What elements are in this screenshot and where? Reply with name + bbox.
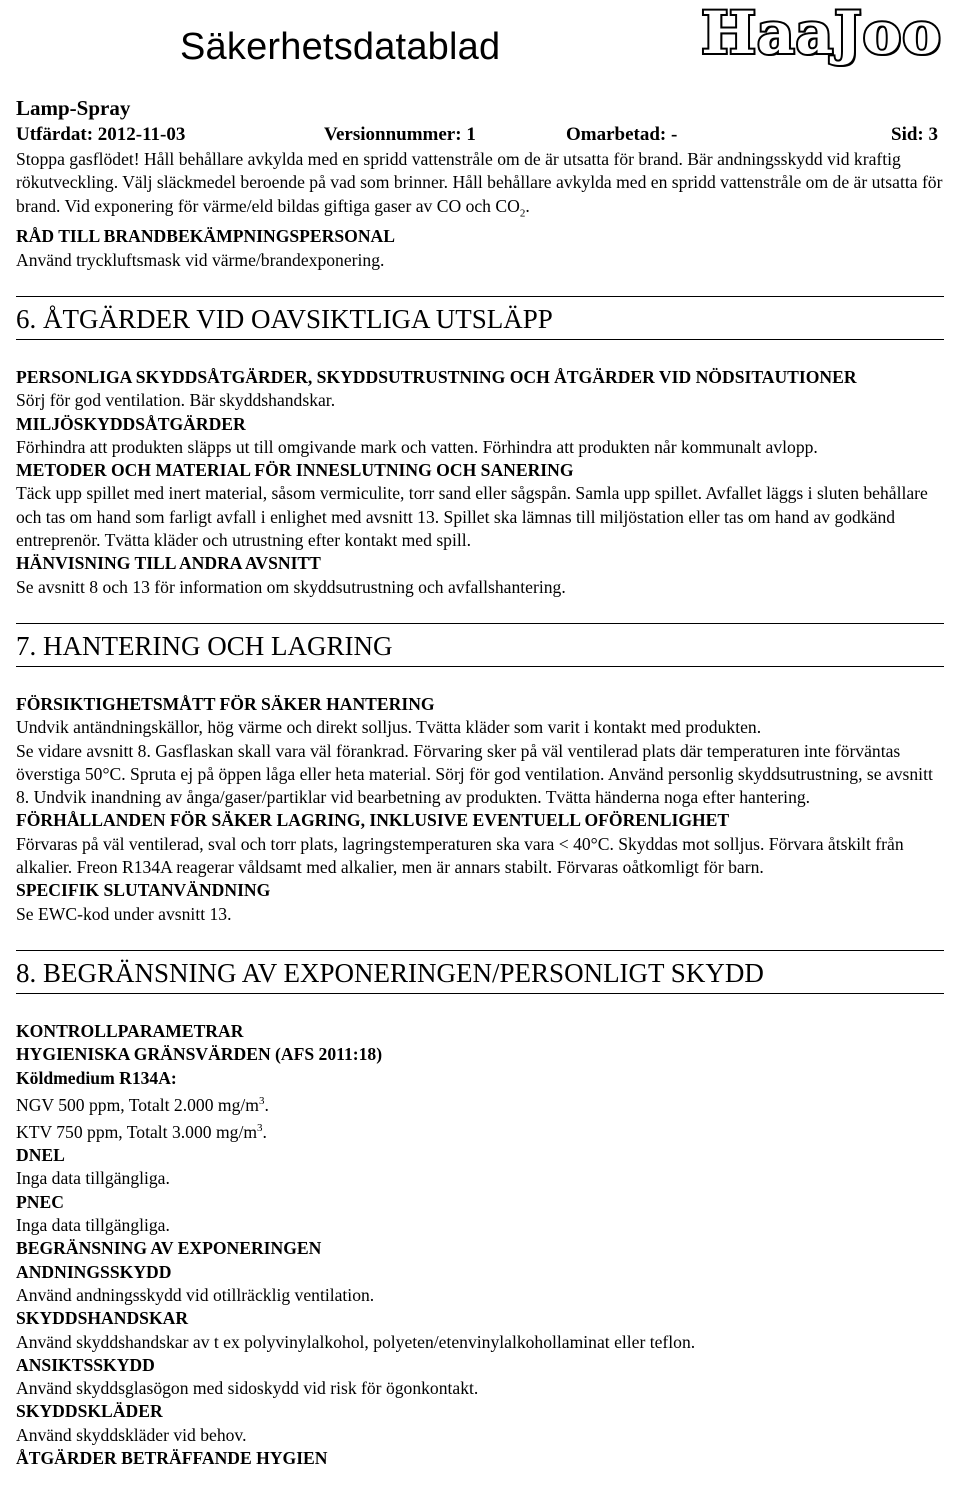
document-title: Säkerhetsdatablad bbox=[180, 26, 501, 68]
end-use-text: Se EWC-kod under avsnitt 13. bbox=[16, 903, 232, 924]
document-meta bbox=[16, 124, 946, 148]
section7-heading: 7. HANTERING OCH LAGRING bbox=[16, 623, 944, 667]
personal-precautions-heading: PERSONLIGA SKYDDSÅTGÄRDER, SKYDDSUTRUSTNING OCH ÅTGÄRDER VID NÖDSITAUTIONER bbox=[16, 367, 857, 387]
revised-date: Omarbetad: - bbox=[566, 124, 678, 145]
dnel-text: Inga data tillgängliga. bbox=[16, 1168, 170, 1189]
reference-text: Se avsnitt 8 och 13 för information om skyddsutrustning och avfallshantering. bbox=[16, 576, 566, 597]
refrigerant-heading: Köldmedium R134A: bbox=[16, 1067, 177, 1088]
exposure-controls-heading: BEGRÄNSNING AV EXPONERINGEN bbox=[16, 1238, 322, 1259]
clothing-text: Använd skyddskläder vid behov. bbox=[16, 1424, 247, 1445]
face-protection-text: Använd skyddsglasögon med sidoskydd vid risk för ögonkontakt. bbox=[16, 1378, 479, 1399]
version-number: Versionnummer: 1 bbox=[324, 124, 476, 145]
containment-text: Täck upp spillet med inert material, såsom vermiculite, torr sand eller sågspån. Samla upp spillet. Avfallet läggs i sluten behållare och tas om hand som farligt avfall i enlighet med avsnitt 13. Spillet ska lämnas till miljöstation eller tas om hand av godkänd entreprenör. Tvätta kläder och utrustning efter kontakt med spill. bbox=[16, 483, 928, 551]
safe-handling-text-2: Se vidare avsnitt 8. Gasflaskan skall vara väl förankrad. Förvaring sker på väl ventilerad plats där temperaturen inte förväntas överstiga 50°C. Spruta ej på öppen låga eller heta material. Sörj för god ventilation. Använd personlig skyddsutrustning, se avsnitt 8. Undvik inandning av ånga/gaser/partiklar vid bearbetning av produkten. Tvätta händerna noga efter hantering. bbox=[16, 740, 933, 808]
dnel-heading: DNEL bbox=[16, 1145, 65, 1166]
safe-storage-heading: FÖRHÅLLANDEN FÖR SÄKER LAGRING, INKLUSIVE EVENTUELL OFÖRENLIGHET bbox=[16, 810, 730, 831]
hygiene-measures-heading: ÅTGÄRDER BETRÄFFANDE HYGIEN bbox=[16, 1448, 328, 1468]
document-body bbox=[16, 148, 944, 1470]
respiratory-heading: ANDNINGSSKYDD bbox=[16, 1261, 172, 1282]
face-protection-heading: ANSIKTSSKYDD bbox=[16, 1354, 155, 1375]
pnec-heading: PNEC bbox=[16, 1191, 64, 1212]
safe-storage-text: Förvaras på väl ventilerad, sval och torr plats, lagringstemperaturen ska vara < 40°C. Skyddas mot solljus. Förvara åtskilt från alkalier. Freon R134A reagerar våldsamt med alkalier, men är annars stabilt. Förvaras oåtkomligt för barn. bbox=[16, 833, 904, 878]
issued-date: Utfärdat: 2012-11-03 bbox=[16, 124, 186, 145]
respiratory-text: Använd andningsskydd vid otillräcklig ventilation. bbox=[16, 1284, 375, 1305]
ngv-value: NGV 500 ppm, Totalt 2.000 $mg/m^3$. bbox=[16, 1094, 269, 1115]
end-use-heading: SPECIFIK SLUTANVÄNDNING bbox=[16, 880, 271, 901]
environmental-heading: MILJÖSKYDDSÅTGÄRDER bbox=[16, 413, 246, 434]
containment-heading: METODER OCH MATERIAL FÖR INNESLUTNING OCH SANERING bbox=[16, 460, 574, 481]
gloves-text: Använd skyddshandskar av t ex polyvinylalkohol, polyeten/etenvinylalkohollaminat eller teflon. bbox=[16, 1331, 696, 1352]
page-number: Sid: 3 bbox=[891, 124, 938, 145]
company-logo: HaaJoo bbox=[701, 0, 942, 67]
control-parameters-heading: KONTROLLPARAMETRAR bbox=[16, 1020, 244, 1041]
hygiene-limits-heading: HYGIENISKA GRÄNSVÄRDEN (AFS 2011:18) bbox=[16, 1044, 383, 1065]
pnec-text: Inga data tillgängliga. bbox=[16, 1215, 170, 1236]
section8-heading: 8. BEGRÄNSNING AV EXPONERINGEN/PERSONLIGT SKYDD bbox=[16, 950, 944, 994]
safe-handling-text-1: Undvik antändningskällor, hög värme och direkt solljus. Tvätta kläder som varit i kontakt med produkten. bbox=[16, 717, 762, 738]
product-name: Lamp-Spray bbox=[16, 96, 131, 120]
section5-paragraph: Stoppa gasflödet! Håll behållare avkylda med en spridd vattenstråle om de är utsatta för brand. Bär andningsskydd vid kraftig rökutveckling. Välj släckmedel beroende på vad som brinner. Håll behållare avkylda med en spridd vattenstråle om de är utsatta för brand. Vid exponering för värme/eld bildas giftiga gaser av CO och $CO_2$. bbox=[16, 149, 943, 220]
section6-heading: 6. ÅTGÄRDER VID OAVSIKTLIGA UTSLÄPP bbox=[16, 296, 944, 340]
firefighter-advice-text: Använd tryckluftsmask vid värme/brandexponering. bbox=[16, 249, 385, 270]
firefighter-advice-heading: RÅD TILL BRANDBEKÄMPNINGSPERSONAL bbox=[16, 226, 395, 247]
environmental-text: Förhindra att produkten släpps ut till omgivande mark och vatten. Förhindra att produkten når kommunalt avlopp. bbox=[16, 436, 818, 457]
ktv-value: KTV 750 ppm, Totalt 3.000 $mg/m^3$. bbox=[16, 1121, 267, 1142]
safe-handling-heading: FÖRSIKTIGHETSMÅTT FÖR SÄKER HANTERING bbox=[16, 693, 435, 714]
personal-precautions-text: Sörj för god ventilation. Bär skyddshandskar. bbox=[16, 390, 336, 411]
gloves-heading: SKYDDSHANDSKAR bbox=[16, 1308, 189, 1329]
reference-heading: HÄNVISNING TILL ANDRA AVSNITT bbox=[16, 553, 321, 574]
clothing-heading: SKYDDSKLÄDER bbox=[16, 1401, 163, 1422]
